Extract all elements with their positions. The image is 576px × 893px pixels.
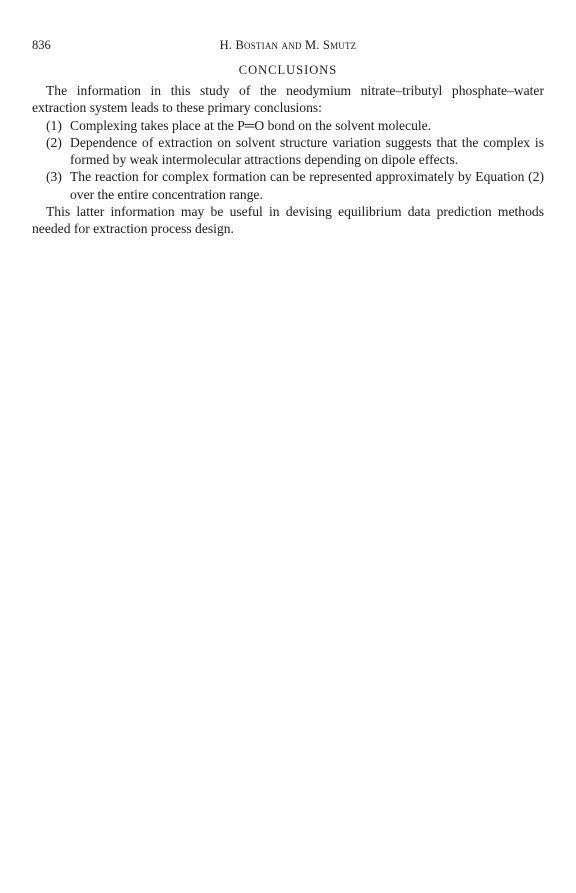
list-item-number: (2): [46, 134, 62, 150]
list-item-number: (1): [46, 117, 62, 133]
page-number: 836: [32, 38, 51, 52]
section-heading: CONCLUSIONS: [238, 63, 338, 77]
intro-paragraph: The information in this study of the neodymium nitrate–tributyl phosphate–water extraction system leads to these primary conclusions:: [32, 83, 544, 116]
list-item: [32, 134, 544, 169]
conclusions-body: [32, 82, 544, 238]
conclusions-list: [32, 117, 544, 203]
list-item-text: Complexing takes place at the P═O bond on the solvent molecule.: [70, 117, 432, 133]
list-item: [32, 168, 544, 203]
list-item-text: The reaction for complex formation can be represented approximately by Equation (2) over the entire concentration range.: [70, 169, 544, 202]
page-header: [32, 38, 544, 58]
list-item-number: (3): [46, 169, 62, 185]
running-head: H. Bostian and M. Smutz: [219, 38, 357, 52]
closing-paragraph: This latter information may be useful in devising equilibrium data prediction methods needed for extraction process design.: [32, 204, 544, 237]
list-item: [32, 117, 544, 134]
list-item-text: Dependence of extraction on solvent structure variation suggests that the complex is formed by weak intermolecular attractions depending on dipole effects.: [70, 134, 544, 168]
